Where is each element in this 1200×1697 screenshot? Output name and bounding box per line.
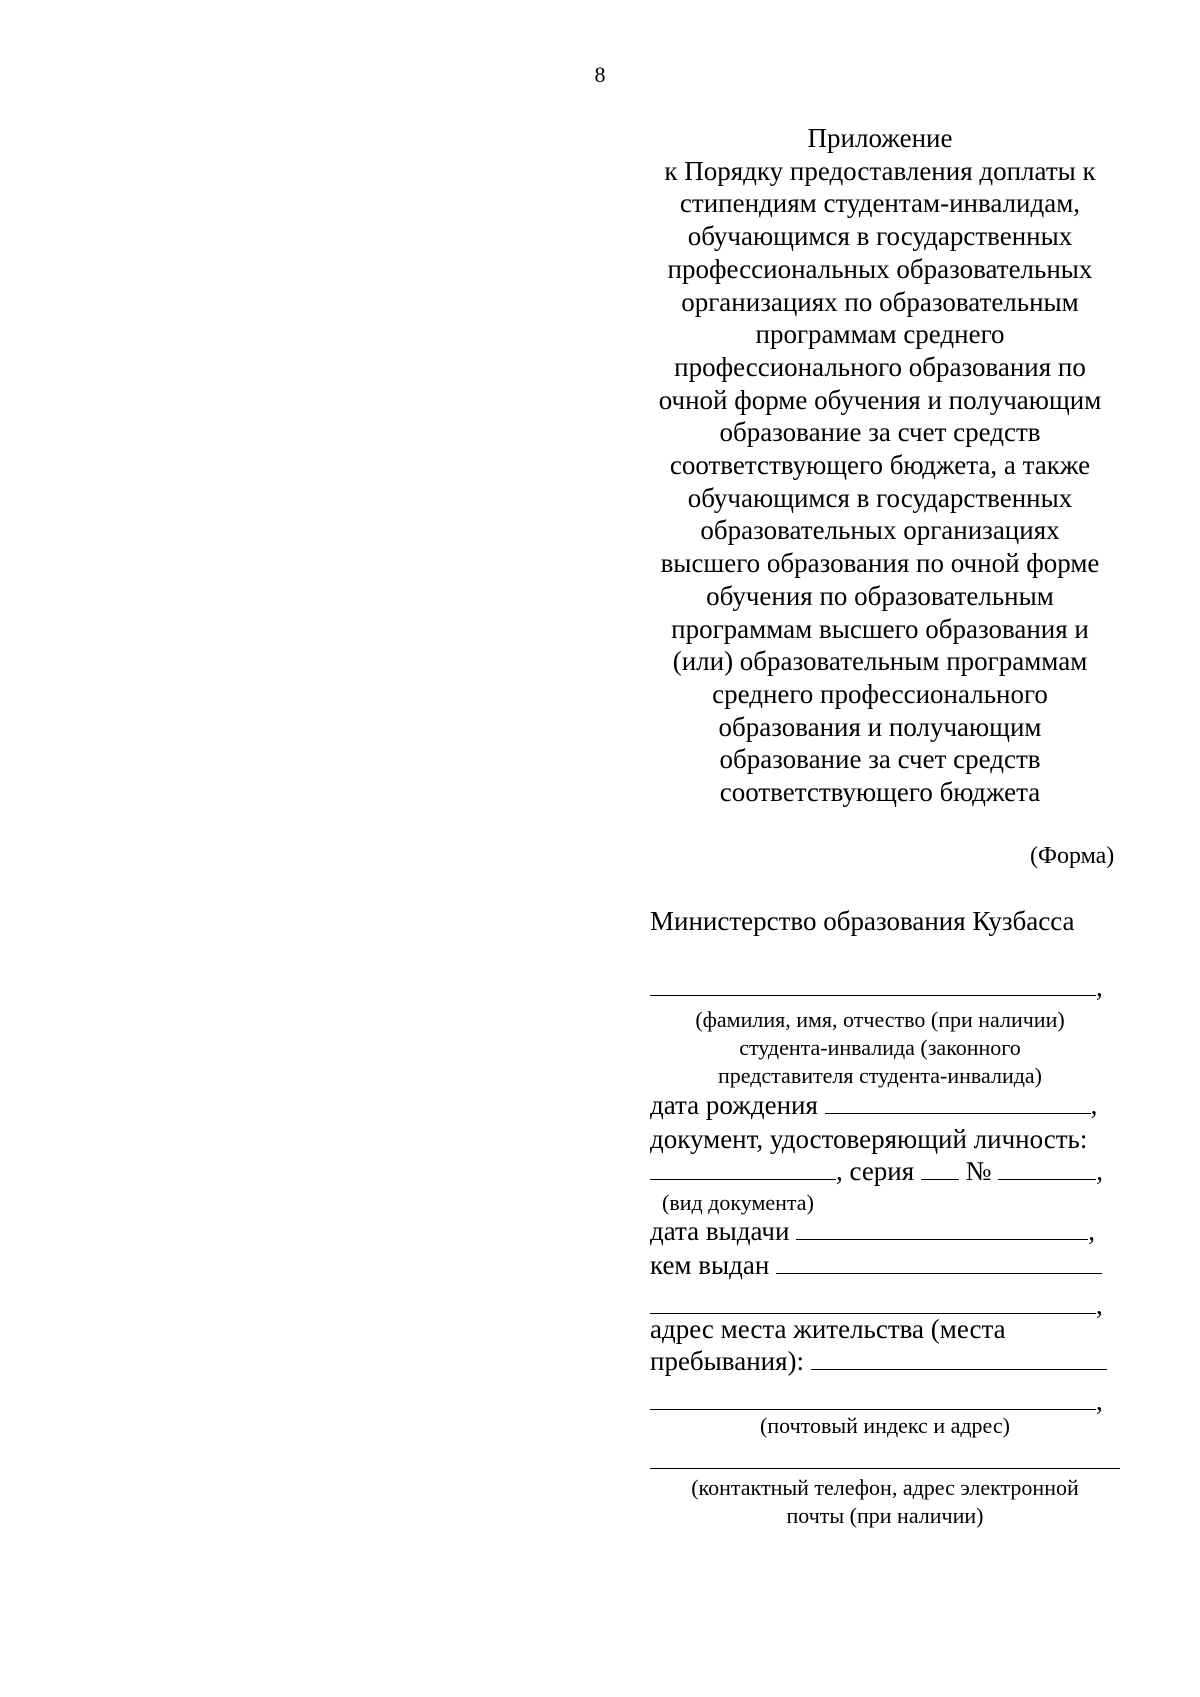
- issued-by-field[interactable]: [776, 1251, 1102, 1274]
- appendix-line: организациях по образовательным: [681, 286, 1079, 317]
- issued-by-row: [650, 1250, 1102, 1281]
- appendix-line: обучающимся в государственных: [687, 221, 1073, 252]
- appendix-line: образование за счет средств: [719, 744, 1041, 775]
- id-document-label: документ, удостоверяющий личность:: [650, 1124, 1088, 1154]
- comma: ,: [1096, 1290, 1103, 1320]
- fullname-caption: [650, 1006, 1110, 1090]
- appendix-heading: [645, 122, 1115, 809]
- contact-caption: [650, 1474, 1120, 1530]
- appendix-line: к Порядку предоставления доплаты к: [664, 155, 1096, 186]
- series-label: , серия: [836, 1156, 915, 1186]
- birth-date-label: дата рождения: [650, 1090, 818, 1120]
- appendix-line: программам высшего образования и: [671, 613, 1089, 644]
- page-number: 8: [594, 62, 606, 87]
- number-label: №: [965, 1156, 992, 1186]
- comma: ,: [1096, 1386, 1103, 1416]
- comma: ,: [1088, 1216, 1095, 1246]
- issue-date-label: дата выдачи: [650, 1216, 790, 1246]
- caption-line: представителя студента-инвалида): [717, 1063, 1043, 1088]
- doc-type-field[interactable]: [650, 1157, 836, 1180]
- fullname-field[interactable]: [650, 973, 1096, 996]
- series-field[interactable]: [921, 1157, 959, 1180]
- issue-date-field[interactable]: [796, 1217, 1088, 1240]
- caption-line: студента-инвалида (законного: [739, 1035, 1021, 1060]
- appendix-line: программам среднего: [755, 319, 1005, 350]
- birth-date-row: [650, 1090, 1097, 1121]
- appendix-line: высшего образования по очной форме: [660, 548, 1100, 579]
- postal-caption: (почтовый индекс и адрес): [760, 1413, 1010, 1438]
- ministry-name: Министерство образования Кузбасса: [650, 906, 1075, 936]
- caption-line: (контактный телефон, адрес электронной: [691, 1475, 1079, 1500]
- issued-by-field-2[interactable]: [650, 1291, 1096, 1314]
- appendix-line: Приложение: [807, 123, 953, 153]
- appendix-line: образовательных организациях: [700, 515, 1060, 546]
- appendix-line: среднего профессионального: [712, 678, 1048, 709]
- issued-by-label: кем выдан: [650, 1250, 770, 1280]
- comma: ,: [1096, 972, 1103, 1002]
- id-document-row: [650, 1156, 1103, 1187]
- caption-line: (фамилия, имя, отчество (при наличии): [695, 1007, 1065, 1032]
- fullname-row: [650, 972, 1103, 1003]
- appendix-line: соответствующего бюджета: [719, 777, 1041, 808]
- appendix-line: профессиональных образовательных: [667, 253, 1093, 284]
- address-label-2: пребывания):: [650, 1346, 804, 1376]
- appendix-line: профессионального образования по: [674, 351, 1086, 382]
- birth-date-field[interactable]: [825, 1091, 1091, 1114]
- number-field[interactable]: [998, 1157, 1096, 1180]
- appendix-line: образования и получающим: [718, 711, 1042, 742]
- appendix-line: образование за счет средств: [719, 417, 1041, 448]
- address-field[interactable]: [811, 1347, 1107, 1370]
- appendix-line: (или) образовательным программам: [672, 646, 1088, 677]
- address-field-2[interactable]: [650, 1387, 1096, 1410]
- appendix-line: стипендиям студентам-инвалидам,: [679, 188, 1081, 219]
- issue-date-row: [650, 1216, 1095, 1247]
- comma: ,: [1090, 1090, 1098, 1120]
- contact-field[interactable]: [650, 1468, 1120, 1469]
- address-row: [650, 1346, 1107, 1377]
- address-label-1: адрес места жительства (места: [650, 1314, 1006, 1344]
- form-label: (Форма): [1030, 843, 1115, 869]
- appendix-line: обучающимся в государственных: [687, 482, 1073, 513]
- appendix-line: соответствующего бюджета, а также: [669, 450, 1091, 481]
- appendix-line: очной форме обучения и получающим: [658, 384, 1102, 415]
- comma: ,: [1096, 1156, 1103, 1186]
- doc-type-caption: (вид документа): [662, 1190, 814, 1215]
- appendix-line: обучения по образовательным: [706, 580, 1054, 611]
- caption-line: почты (при наличии): [786, 1503, 984, 1528]
